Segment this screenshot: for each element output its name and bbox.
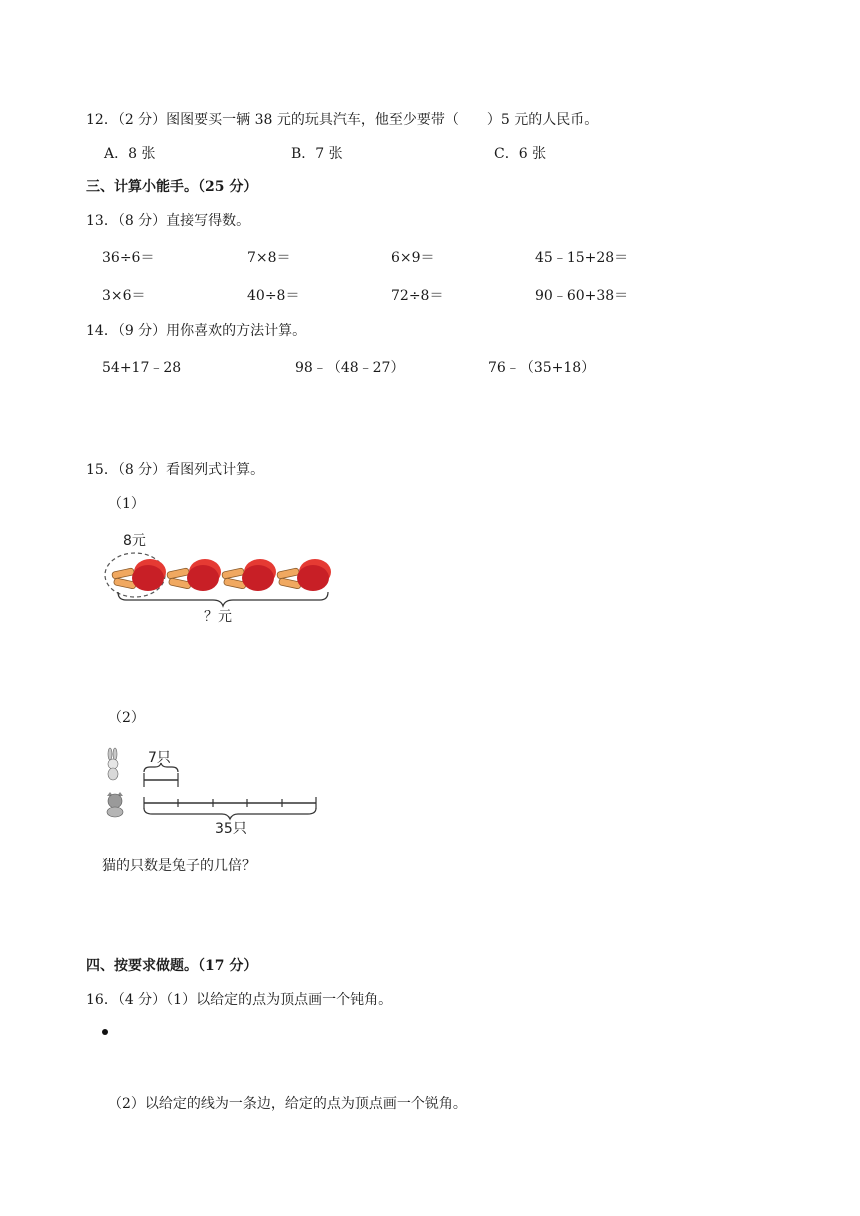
q13-expr: 7×8＝ xyxy=(247,250,291,266)
given-point xyxy=(102,1029,108,1035)
q13-expr: 72÷8＝ xyxy=(391,288,444,304)
q14-expr: 76﹣（35+18） xyxy=(488,360,596,376)
q13-expr: 3×6＝ xyxy=(102,288,146,304)
q12-option-a: A．8 张 xyxy=(104,146,156,162)
q13-expr: 45﹣15+28＝ xyxy=(535,250,629,266)
q12-option-c: C．6 张 xyxy=(494,146,547,162)
segment-figure xyxy=(100,742,325,837)
rabbit-count-label: 7只 xyxy=(148,750,171,766)
q15-text: 15．（8 分）看图列式计算。 xyxy=(86,462,265,478)
paddles-figure xyxy=(100,528,340,628)
cat-brace xyxy=(144,808,316,819)
q12-option-b: B．7 张 xyxy=(291,146,343,162)
q13-expr: 36÷6＝ xyxy=(102,250,155,266)
rabbit-icon xyxy=(108,748,118,780)
paddle-icon xyxy=(277,559,331,591)
total-brace xyxy=(118,592,328,606)
q16-text: 16．（4 分）（1）以给定的点为顶点画一个钝角。 xyxy=(86,992,393,1008)
q14-text: 14．（9 分）用你喜欢的方法计算。 xyxy=(86,323,307,339)
paddle-icon xyxy=(222,559,276,591)
q15-question: 猫的只数是兔子的几倍？ xyxy=(102,858,256,874)
paddle-icon xyxy=(112,559,166,591)
q13-expr: 6×9＝ xyxy=(391,250,435,266)
paddle-icon xyxy=(167,559,221,591)
price-label-text: 8元 xyxy=(123,533,146,549)
q13-text: 13．（8 分）直接写得数。 xyxy=(86,213,251,229)
q14-expr: 54+17﹣28 xyxy=(102,360,182,376)
q14-expr: 98﹣（48﹣27） xyxy=(295,360,405,376)
total-label: ？元 xyxy=(204,609,232,625)
q16-part2: （2）以给定的线为一条边，给定的点为顶点画一个锐角。 xyxy=(108,1096,467,1112)
section-4-title: 四、按要求做题。（17 分） xyxy=(86,958,258,974)
section-3-title: 三、计算小能手。（25 分） xyxy=(86,179,258,195)
q13-expr: 90﹣60+38＝ xyxy=(535,288,629,304)
q15-part1-label: （1） xyxy=(108,496,145,512)
q13-expr: 40÷8＝ xyxy=(247,288,300,304)
q12-text: 12．（2 分）图图要买一辆 38 元的玩具汽车，他至少要带（ ）5 元的人民币。 xyxy=(86,112,599,128)
cat-count-label: 35只 xyxy=(215,821,247,837)
q15-part2-label: （2） xyxy=(108,710,145,726)
cat-icon xyxy=(107,792,123,817)
price-label xyxy=(123,533,146,549)
